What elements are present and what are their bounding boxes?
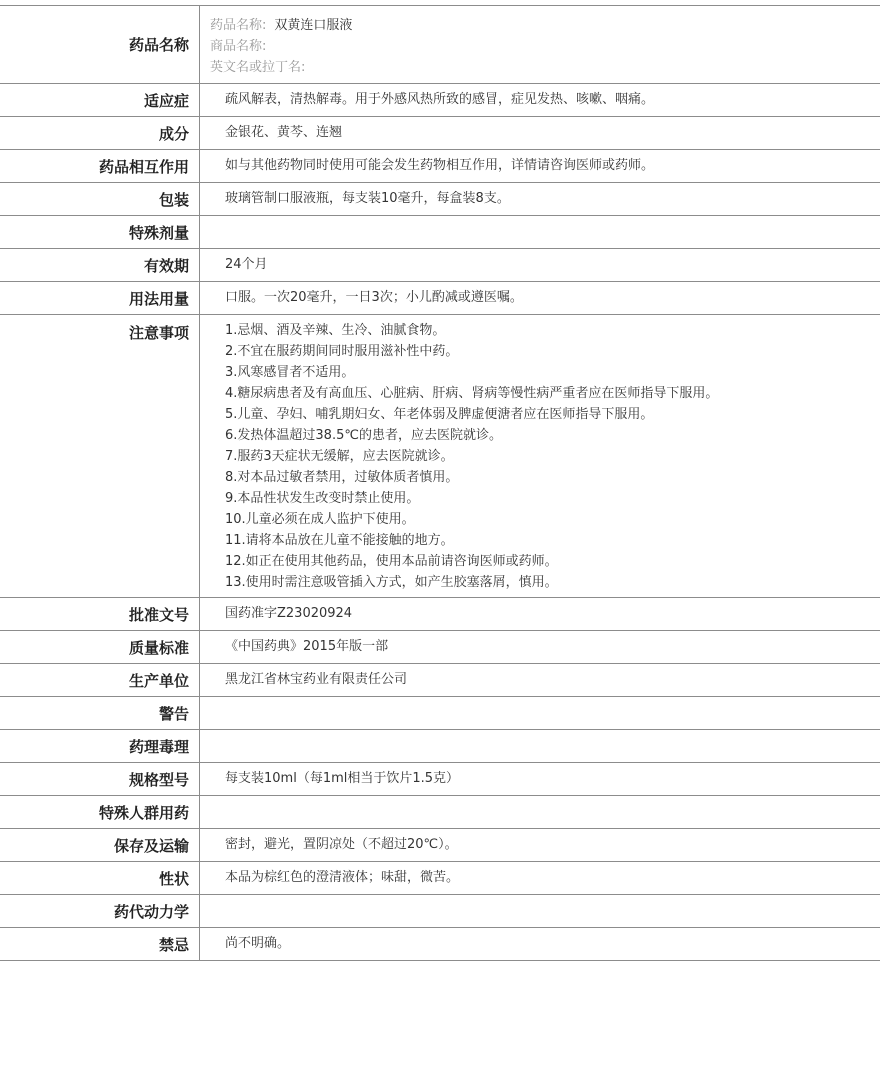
generic-name bbox=[210, 15, 880, 36]
row-value: 密封，避光，置阴凉处（不超过20℃）。 bbox=[225, 837, 458, 852]
row-label: 质量标准 bbox=[0, 631, 200, 663]
row-value: 金银花、黄芩、连翘 bbox=[225, 125, 343, 140]
drug-name-values bbox=[200, 6, 880, 83]
row-value: 尚不明确。 bbox=[225, 936, 291, 951]
english-name-key: 英文名或拉丁名: bbox=[210, 60, 306, 75]
row-value: 《中国药典》2015年版一部 bbox=[225, 639, 389, 654]
list-item: 8.对本品过敏者禁用，过敏体质者慎用。 bbox=[225, 470, 459, 485]
row-value bbox=[200, 697, 880, 729]
row-label: 特殊人群用药 bbox=[0, 796, 200, 828]
table-row bbox=[0, 631, 880, 664]
generic-name-value: 双黄连口服液 bbox=[274, 18, 353, 33]
drug-name-label: 药品名称 bbox=[0, 6, 200, 83]
table-row bbox=[0, 216, 880, 249]
row-label: 成分 bbox=[0, 117, 200, 149]
table-row bbox=[0, 928, 880, 961]
row-value: 黑龙江省林宝药业有限责任公司 bbox=[225, 672, 408, 687]
table-row bbox=[0, 796, 880, 829]
row-value: 每支装10ml（每1ml相当于饮片1.5克） bbox=[225, 771, 460, 786]
row-label: 生产单位 bbox=[0, 664, 200, 696]
precautions-label: 注意事项 bbox=[0, 315, 200, 597]
table-row bbox=[0, 183, 880, 216]
row-label: 禁忌 bbox=[0, 928, 200, 960]
table-row bbox=[0, 664, 880, 697]
row-label: 性状 bbox=[0, 862, 200, 894]
row-label: 有效期 bbox=[0, 249, 200, 281]
list-item: 3.风寒感冒者不适用。 bbox=[225, 365, 355, 380]
row-value bbox=[200, 796, 880, 828]
row-value: 口服。一次20毫升，一日3次；小儿酌减或遵医嘱。 bbox=[225, 290, 523, 305]
list-item: 1.忌烟、酒及辛辣、生冷、油腻食物。 bbox=[225, 323, 446, 338]
row-label: 批准文号 bbox=[0, 598, 200, 630]
precautions-list bbox=[200, 315, 880, 597]
list-item: 6.发热体温超过38.5℃的患者，应去医院就诊。 bbox=[225, 428, 502, 443]
row-value: 如与其他药物同时使用可能会发生药物相互作用，详情请咨询医师或药师。 bbox=[225, 158, 655, 173]
row-label: 规格型号 bbox=[0, 763, 200, 795]
table-row bbox=[0, 829, 880, 862]
table-row bbox=[0, 598, 880, 631]
row-label: 药理毒理 bbox=[0, 730, 200, 762]
table-row bbox=[0, 117, 880, 150]
table-row bbox=[0, 730, 880, 763]
table-row bbox=[0, 895, 880, 928]
generic-name-key: 药品名称: bbox=[210, 18, 267, 33]
row-value bbox=[200, 730, 880, 762]
row-value: 玻璃管制口服液瓶，每支装10毫升，每盒装8支。 bbox=[225, 191, 510, 206]
row-value bbox=[200, 895, 880, 927]
list-item: 4.糖尿病患者及有高血压、心脏病、肝病、肾病等慢性病严重者应在医师指导下服用。 bbox=[225, 386, 719, 401]
trade-name bbox=[210, 36, 880, 57]
row-value: 国药准字Z23020924 bbox=[225, 606, 353, 621]
list-item: 2.不宜在服药期间同时服用滋补性中药。 bbox=[225, 344, 459, 359]
row-label: 用法用量 bbox=[0, 282, 200, 314]
table-row bbox=[0, 84, 880, 117]
row-label: 药代动力学 bbox=[0, 895, 200, 927]
table-row bbox=[0, 249, 880, 282]
table-row bbox=[0, 150, 880, 183]
table-row bbox=[0, 282, 880, 315]
row-label: 特殊剂量 bbox=[0, 216, 200, 248]
trade-name-key: 商品名称: bbox=[210, 39, 267, 54]
table-row bbox=[0, 763, 880, 796]
list-item: 9.本品性状发生改变时禁止使用。 bbox=[225, 491, 420, 506]
list-item: 10.儿童必须在成人监护下使用。 bbox=[225, 512, 415, 527]
precautions-row bbox=[0, 315, 880, 598]
row-label: 药品相互作用 bbox=[0, 150, 200, 182]
row-label: 警告 bbox=[0, 697, 200, 729]
row-value: 疏风解表，清热解毒。用于外感风热所致的感冒，症见发热、咳嗽、咽痛。 bbox=[225, 92, 655, 107]
list-item: 5.儿童、孕妇、哺乳期妇女、年老体弱及脾虚便溏者应在医师指导下服用。 bbox=[225, 407, 654, 422]
drug-name-row bbox=[0, 6, 880, 84]
drug-info-table bbox=[0, 5, 880, 961]
english-name bbox=[210, 57, 880, 78]
row-value bbox=[200, 216, 880, 248]
row-value: 本品为棕红色的澄清液体；味甜，微苦。 bbox=[225, 870, 460, 885]
row-label: 包装 bbox=[0, 183, 200, 215]
row-value: 24个月 bbox=[225, 257, 268, 272]
row-label: 适应症 bbox=[0, 84, 200, 116]
row-label: 保存及运输 bbox=[0, 829, 200, 861]
list-item: 13.使用时需注意吸管插入方式，如产生胶塞落屑，慎用。 bbox=[225, 575, 558, 590]
table-row bbox=[0, 862, 880, 895]
list-item: 7.服药3天症状无缓解，应去医院就诊。 bbox=[225, 449, 454, 464]
list-item: 12.如正在使用其他药品，使用本品前请咨询医师或药师。 bbox=[225, 554, 558, 569]
table-row bbox=[0, 697, 880, 730]
list-item: 11.请将本品放在儿童不能接触的地方。 bbox=[225, 533, 454, 548]
